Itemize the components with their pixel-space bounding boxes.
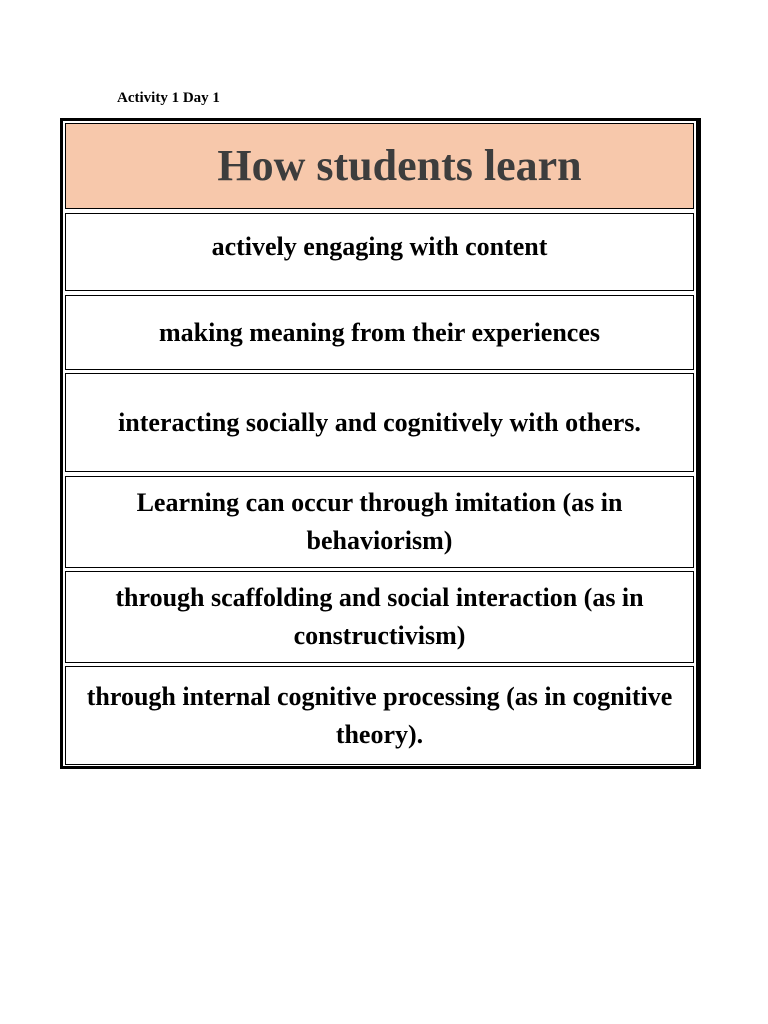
table-row: Learning can occur through imitation (as in behaviorism) bbox=[65, 476, 694, 568]
learning-table bbox=[60, 118, 701, 769]
table-row: making meaning from their experiences bbox=[65, 295, 694, 370]
table-header: How students learn bbox=[65, 123, 694, 209]
table-row: actively engaging with content bbox=[65, 213, 694, 291]
table-row: through internal cognitive processing (as in cognitive theory). bbox=[65, 666, 694, 765]
activity-label: Activity 1 Day 1 bbox=[117, 90, 220, 106]
table-row: through scaffolding and social interaction (as in constructivism) bbox=[65, 571, 694, 663]
table-row: interacting socially and cognitively with others. bbox=[65, 373, 694, 472]
